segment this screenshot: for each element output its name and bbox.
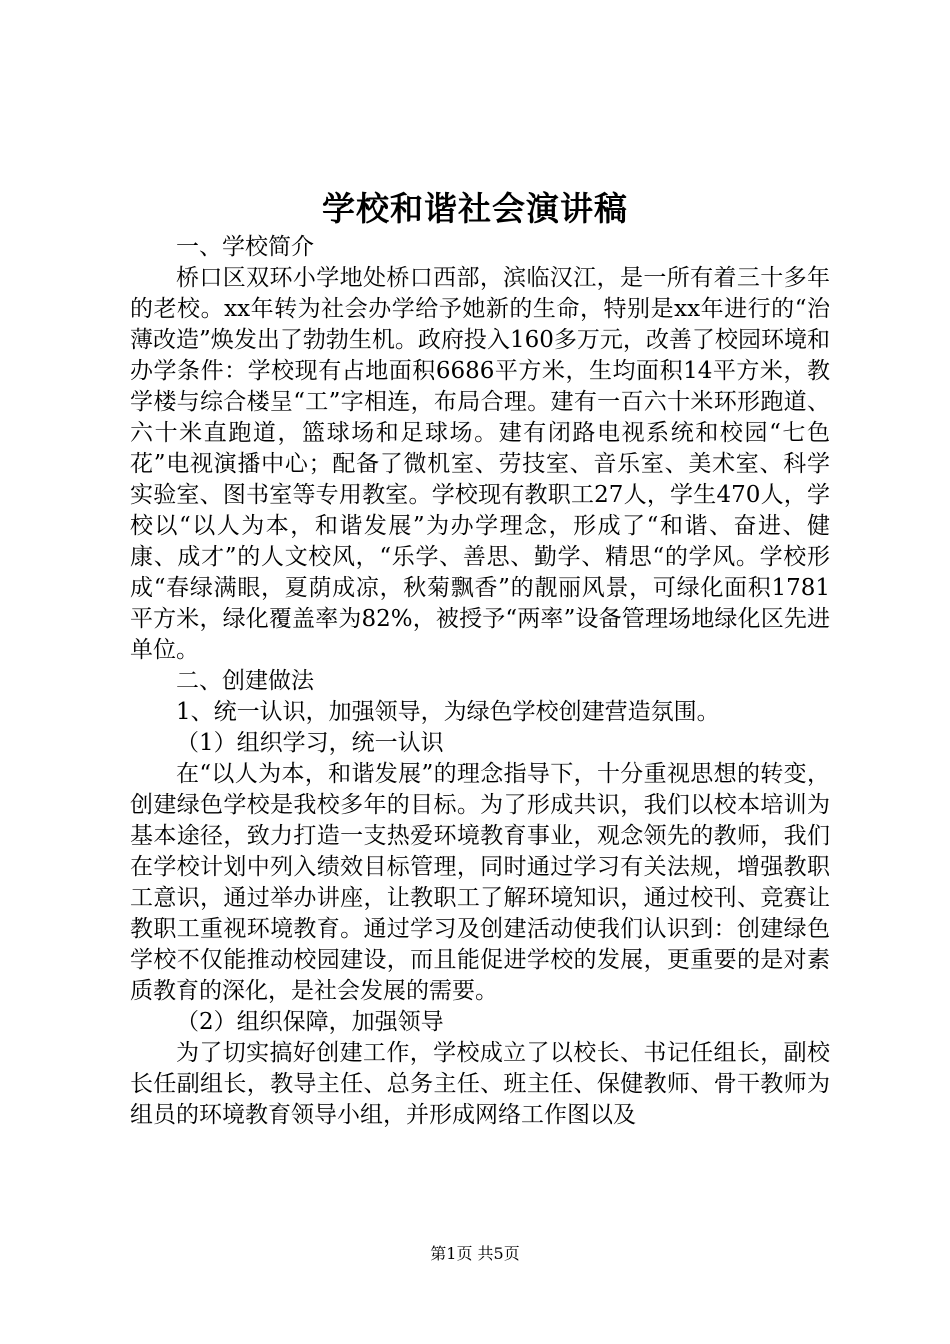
paragraph-leadership: 为了切实搞好创建工作，学校成立了以校长、书记任组长，副校长任副组长，教导主任、总务主任、班主任、保健教师、骨干教师为组员的环境教育领导小组，并形成网络工作图以及: [130, 1040, 830, 1128]
item-heading-1: （1）组织学习，统一认识: [176, 730, 444, 756]
section-heading-intro: 一、学校简介: [176, 234, 314, 260]
paragraph-study: 在“以人为本，和谐发展”的理念指导下，十分重视思想的转变，创建绿色学校是我校多年的目标。为了形成共识，我们以校本培训为基本途径，致力打造一支热爱环境教育事业，观念领先的教师，我们在学校计划中列入绩效目标管理，同时通过学习有关法规，增强教职工意识，通过举办讲座，让教职工了解环境知识，通过校刊、竞赛让教职工重视环境教育。通过学习及创建活动使我们认识到：创建绿色学校不仅能推动校园建设，而且能促进学校的发展，更重要的是对素质教育的深化，是社会发展的需要。: [130, 761, 830, 1004]
document-body: [130, 232, 830, 1131]
document-title: 学校和谐社会演讲稿: [322, 189, 628, 228]
page-number-footer: 第1页 共5页: [430, 1244, 520, 1263]
paragraph-intro: 桥口区双环小学地处桥口西部，滨临汉江，是一所有着三十多年的老校。xx年转为社会办学给予她新的生命，特别是xx年进行的“治薄改造”焕发出了勃勃生机。政府投入160多万元，改善了校园环境和办学条件：学校现有占地面积6686平方米，生均面积14平方米，教学楼与综合楼呈“工”字相连，布局合理。建有一百六十米环形跑道、六十米直跑道，篮球场和足球场。建有闭路电视系统和校园“七色花”电视演播中心；配备了微机室、劳技室、音乐室、美术室、科学实验室、图书室等专用教室。学校现有教职工27人，学生470人，学校以“以人为本，和谐发展”为办学理念，形成了“和谐、奋进、健康、成才”的人文校风，“乐学、善思、勤学、精思“的学风。学校形成“春绿满眼，夏荫成凉，秋菊飘香”的靓丽风景，可绿化面积1781平方米，绿化覆盖率为82%，被授予“两率”设备管理场地绿化区先进单位。: [130, 265, 830, 663]
item-heading-2: （2）组织保障，加强领导: [176, 1009, 444, 1035]
subsection-heading-1: 1、统一认识，加强领导，为绿色学校创建营造氛围。: [176, 699, 720, 725]
section-heading-methods: 二、创建做法: [176, 668, 314, 694]
